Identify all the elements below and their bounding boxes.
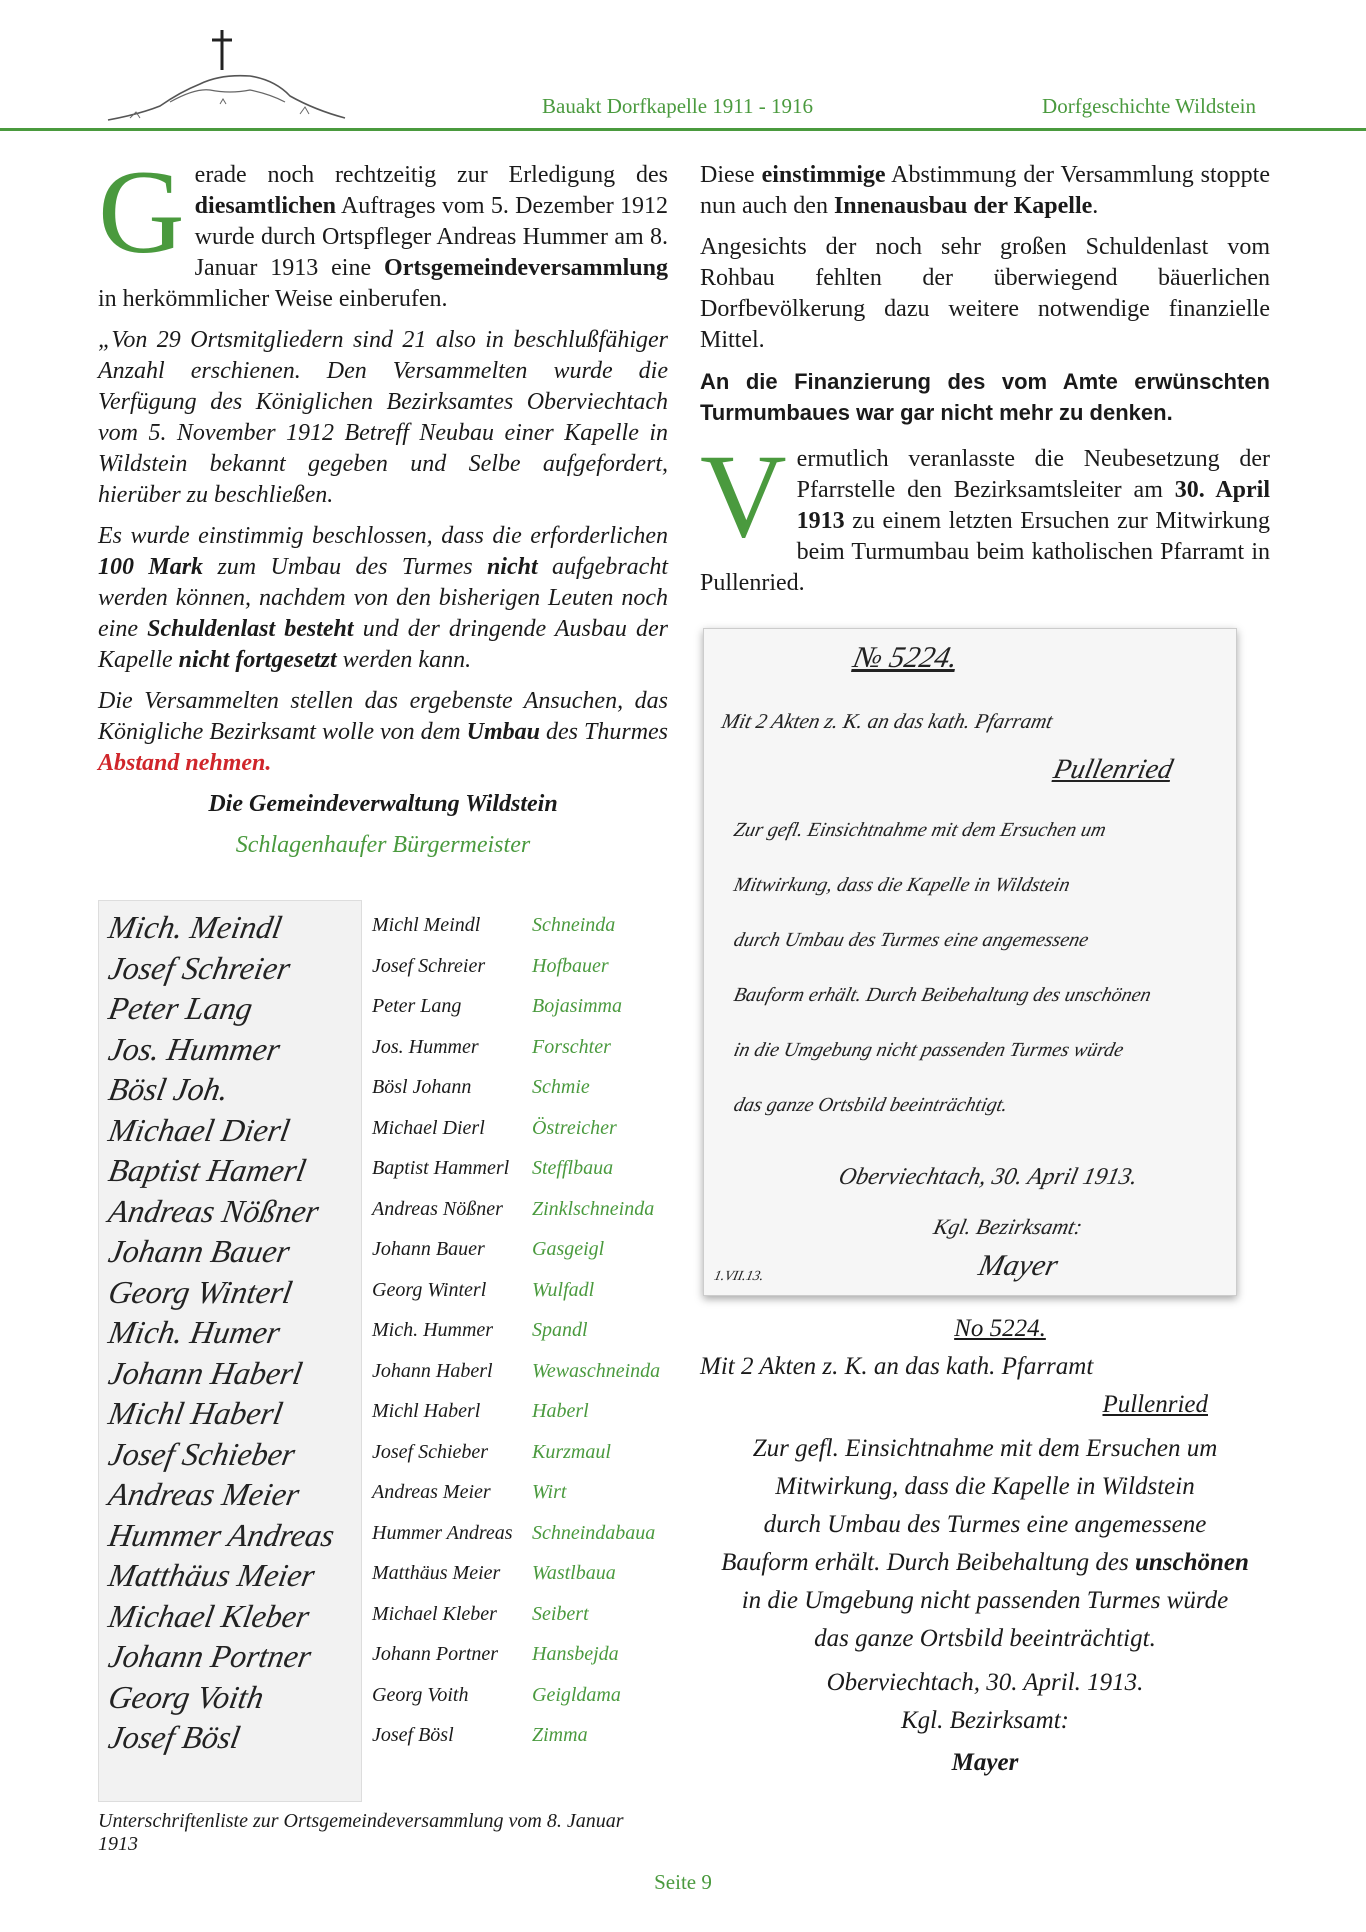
signer-name: Josef Bösl	[372, 1724, 454, 1746]
signer-house-name: Schmie	[532, 1076, 590, 1098]
intro-paragraph: Gerade noch rechtzeitig zur Erledigung des diesamtlichen Auftrages vom 5. Dezember 1912 wurde durch Ortspfleger Andreas Hummer am 8. Januar 1913 eine Ortsgemeindeversammlung in herkömmlicher Weise einberufen.	[98, 145, 669, 312]
signature-row	[372, 1602, 589, 1626]
signer-name: Michael Kleber	[372, 1602, 497, 1625]
signer-house-name: Forschter	[532, 1035, 611, 1058]
handwritten-signature: Georg Voith	[105, 1678, 267, 1715]
signer-house-name: Bojasimma	[532, 995, 622, 1017]
signer-house-name: Wulfadl	[532, 1278, 595, 1301]
handwritten-signature: Georg Winterl	[105, 1273, 296, 1310]
transcript-line: in die Umgebung nicht passenden Turmes würde	[741, 1587, 1229, 1614]
signer-name: Michael Dierl	[372, 1116, 485, 1139]
signature-row	[372, 954, 609, 978]
transcript-line: Mitwirkung, dass die Kapelle in Wildstein	[775, 1473, 1195, 1500]
left-column	[98, 145, 669, 861]
signature-scan	[98, 900, 362, 1802]
handwritten-signature: Johann Haberl	[105, 1354, 306, 1391]
quote-paragraph-3: Die Versammelten stellen das ergebenste Ansuchen, das Königliche Bezirksamt wolle von dem Umbau des Thurmes Abstand nehmen.	[98, 688, 669, 776]
signature-row	[372, 914, 616, 937]
scan-line: Mit 2 Akten z. K. an das kath. Pfarramt	[719, 709, 1056, 733]
handwritten-signature: Mich. Meindl	[105, 909, 285, 945]
header-section: Dorfgeschichte Wildstein	[1042, 94, 1256, 118]
signer-name: Matthäus Meier	[372, 1562, 501, 1584]
signer-house-name: Wastlbaua	[532, 1562, 616, 1584]
signature-row	[372, 1076, 590, 1099]
handwritten-signature: Michael Dierl	[105, 1111, 293, 1148]
handwritten-signature: Andreas Nößner	[105, 1192, 322, 1229]
signer-house-name: Haberl	[532, 1400, 589, 1422]
signer-name: Baptist Hammerl	[372, 1157, 510, 1179]
signer-house-name: Östreicher	[532, 1116, 617, 1139]
scan-number: № 5224.	[850, 641, 961, 674]
signature-row	[372, 1359, 661, 1383]
mayor-name: Schlagenhaufer Bürgermeister	[235, 832, 531, 858]
signature-row	[372, 1319, 588, 1342]
signer-house-name: Geigldama	[532, 1683, 621, 1706]
handwritten-signature: Matthäus Meier	[105, 1557, 318, 1593]
transcript-line: Oberviechtach, 30. April. 1913.	[826, 1669, 1144, 1696]
signature-row	[372, 1643, 619, 1666]
signer-house-name: Zimma	[532, 1724, 588, 1746]
transcript-line: durch Umbau des Turmes eine angemessene	[763, 1511, 1207, 1538]
signer-name: Johann Portner	[372, 1643, 499, 1665]
right-column	[700, 160, 1270, 609]
handwritten-signature: Baptist Hamerl	[105, 1152, 309, 1188]
signature-row	[372, 1116, 617, 1140]
handwritten-signature: Michl Haberl	[105, 1395, 286, 1431]
signer-name: Hummer Andreas	[372, 1521, 513, 1544]
scan-line: in die Umgebung nicht passenden Turmes würde	[731, 1039, 1126, 1061]
header-rule	[0, 128, 1366, 131]
signer-name: Jos. Hummer	[372, 1035, 479, 1058]
financing-paragraph: An die Finanzierung des vom Amte erwünschten Turmumbaues war gar nicht mehr zu denken.	[700, 369, 1270, 425]
signer-house-name: Zinklschneinda	[532, 1197, 655, 1220]
signer-name: Michl Haberl	[372, 1400, 481, 1422]
signer-name: Johann Haberl	[372, 1359, 493, 1382]
signature-row	[372, 1400, 589, 1423]
scan-line: Bauform erhält. Durch Beibehaltung des unschönen	[731, 984, 1154, 1006]
transcript-line: Bauform erhält. Durch Beibehaltung des unschönen	[721, 1549, 1249, 1576]
signature-row	[372, 1238, 605, 1261]
signer-house-name: Spandl	[532, 1319, 588, 1341]
signature-row	[372, 1521, 656, 1545]
scan-line: durch Umbau des Turmes eine angemessene	[731, 929, 1091, 951]
signer-house-name: Hofbauer	[532, 954, 609, 977]
signer-name: Josef Schieber	[372, 1440, 489, 1463]
chapel-hill-logo	[100, 22, 350, 132]
debt-paragraph: Angesichts der noch sehr großen Schuldenlast vom Rohbau fehlten der überwiegend bäuerlichen Dorfbevölkerung dazu weitere notwendige finanzielle Mittel.	[700, 234, 1270, 353]
scan-line: Pullenried	[1050, 754, 1176, 785]
drop-cap: V	[700, 429, 787, 562]
signature-row	[372, 1157, 614, 1180]
handwritten-signature: Josef Schreier	[105, 949, 294, 986]
scan-line: das ganze Ortsbild beeinträchtigt.	[731, 1094, 1010, 1116]
signer-name: Johann Bauer	[372, 1238, 485, 1260]
handwritten-signature: Bösl Joh.	[105, 1071, 232, 1107]
transcript-number: No 5224.	[954, 1315, 1046, 1342]
transcript-line: das ganze Ortsbild beeinträchtigt.	[814, 1625, 1156, 1652]
handwritten-signature: Jos. Hummer	[105, 1030, 283, 1067]
handwritten-signature: Peter Lang	[105, 990, 256, 1026]
scan-line: Oberviechtach, 30. April 1913.	[836, 1164, 1141, 1190]
handwritten-signature: Hummer Andreas	[105, 1516, 338, 1553]
handwritten-signature: Johann Bauer	[105, 1233, 293, 1269]
signature-row	[372, 1197, 655, 1221]
header-title: Bauakt Dorfkapelle 1911 - 1916	[542, 94, 813, 118]
signature-row	[372, 1278, 595, 1302]
letter-transcript	[700, 1310, 1270, 1782]
signer-house-name: Wewaschneinda	[532, 1359, 661, 1382]
signer-house-name: Seibert	[532, 1602, 589, 1625]
scan-line: 1.VII.13.	[712, 1269, 766, 1284]
transcript-line: Mit 2 Akten z. K. an das kath. Pfarramt	[700, 1353, 1094, 1380]
signature-row	[372, 1683, 621, 1707]
scan-line: Mayer	[975, 1249, 1061, 1282]
transcript-line: Zur gefl. Einsichtnahme mit dem Ersuchen um	[752, 1435, 1218, 1462]
scan-line: Mitwirkung, dass die Kapelle in Wildstein	[731, 874, 1072, 896]
signature-caption: Unterschriftenliste zur Ortsgemeindeversammlung vom 8. Januar 1913	[98, 1810, 624, 1855]
signer-name: Georg Voith	[372, 1683, 469, 1706]
signer-house-name: Hansbejda	[532, 1643, 619, 1665]
signature-row	[372, 995, 622, 1018]
quote-paragraph-2: Es wurde einstimmig beschlossen, dass die erforderlichen 100 Mark zum Umbau des Turmes nicht aufgebracht werden können, nachdem von den bisherigen Leuten noch eine Schuldenlast besteht und der dringende Ausbau der Kapelle nicht fortgesetzt werden kann.	[98, 523, 668, 673]
signer-house-name: Schneindabaua	[532, 1521, 656, 1544]
signer-name: Michl Meindl	[372, 914, 481, 936]
signature-row	[372, 1724, 588, 1747]
signature-row	[372, 1035, 611, 1059]
signature-row	[372, 1562, 616, 1585]
scan-line: Zur gefl. Einsichtnahme mit dem Ersuchen um	[731, 819, 1109, 841]
request-paragraph: Vermutlich veranlasste die Neubesetzung der Pfarrstelle den Bezirksamtsleiter am 30. April 1913 zu einem letzten Ersuchen zur Mitwirkung beim Turmumbau beim katholischen Pfarramt in Pullenried.	[700, 429, 1270, 596]
vote-paragraph: Diese einstimmige Abstimmung der Versammlung stoppte nun auch den Innenausbau der Kapelle.	[700, 162, 1271, 219]
signature-row	[372, 1440, 611, 1464]
scan-line: Kgl. Bezirksamt:	[931, 1214, 1085, 1239]
signer-name: Josef Schreier	[372, 954, 486, 977]
handwritten-signature: Michael Kleber	[105, 1597, 313, 1634]
signer-house-name: Gasgeigl	[532, 1238, 605, 1260]
handwritten-signature: Josef Schieber	[105, 1435, 298, 1472]
signer-name: Andreas Meier	[372, 1481, 491, 1503]
signature-row	[372, 1481, 567, 1504]
handwritten-signature: Andreas Meier	[105, 1476, 303, 1512]
drop-cap: G	[98, 145, 185, 278]
handwritten-signature: Josef Bösl	[105, 1719, 243, 1755]
signer-house-name: Stefflbaua	[532, 1157, 614, 1179]
transcript-line: Pullenried	[1102, 1391, 1208, 1418]
signer-name: Georg Winterl	[372, 1278, 487, 1301]
signer-name: Peter Lang	[372, 995, 462, 1017]
signer-house-name: Kurzmaul	[532, 1440, 611, 1463]
handwritten-signature: Mich. Humer	[105, 1314, 283, 1350]
signer-house-name: Wirt	[532, 1481, 567, 1503]
transcript-line: Kgl. Bezirksamt:	[900, 1707, 1070, 1734]
transcript-signature: Mayer	[951, 1749, 1019, 1776]
signer-name: Andreas Nößner	[372, 1197, 503, 1220]
signature-heading: Die Gemeindeverwaltung Wildstein	[208, 791, 558, 817]
quote-paragraph-1: „Von 29 Ortsmitgliedern sind 21 also in beschlußfähiger Anzahl erschienen. Den Versammelten wurde die Verfügung des Königlichen Bezirksamtes Oberviechtach vom 5. November 1912 Betreff Neubau einer Kapelle in Wildstein bekannt gegeben und Selbe aufgefordert, hierüber zu beschließen.	[98, 327, 668, 508]
letter-scan	[703, 628, 1237, 1296]
signer-name: Mich. Hummer	[372, 1319, 494, 1341]
signer-house-name: Schneinda	[532, 914, 616, 936]
page-number: Seite 9	[654, 1870, 712, 1894]
handwritten-signature: Johann Portner	[105, 1638, 315, 1674]
signer-name: Bösl Johann	[372, 1076, 472, 1098]
